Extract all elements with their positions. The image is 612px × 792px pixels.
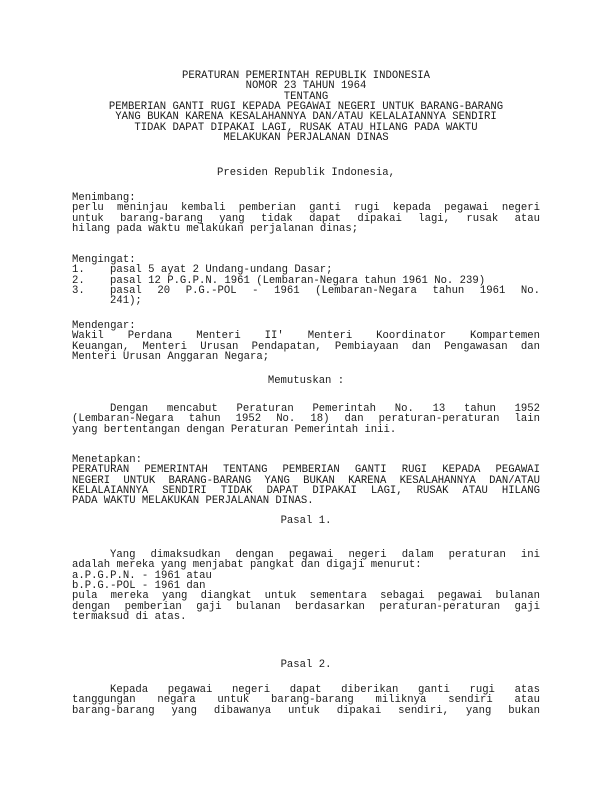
section-pencabutan: [72, 404, 540, 435]
section-heading: Menetapkan:: [72, 454, 142, 466]
list-number: 1.: [72, 264, 85, 277]
list-text-continued: 241);: [110, 295, 142, 308]
body-line: a.P.G.P.N. - 1961 atau: [72, 569, 212, 582]
president-line: [72, 168, 540, 178]
document-title: [72, 71, 540, 143]
president-text: Presiden Republik Indonesia,: [216, 167, 395, 179]
body-line: (Lembaran-Negara tahun 1952 No. 18) dan peraturan-peraturan lain: [72, 413, 540, 426]
body-line: KELALAIANNYA SENDIRI TIDAK DAPAT DIPAKAI LAGI, RUSAK ATAU HILANG: [72, 485, 540, 498]
pasal-heading-text: Pasal 2.: [280, 659, 332, 671]
body-line: Dengan mencabut Peraturan Pemerintah No. 13 tahun 1952: [110, 403, 540, 415]
pasal-2-heading: [72, 660, 540, 670]
pasal-heading-text: Pasal 1.: [280, 515, 332, 527]
body-line: dengan pemberian gaji bulanan berdasarkan peraturan-peraturan gaji: [72, 600, 540, 613]
body-line: untuk barang-barang yang tidak dapat dipakai lagi, rusak atau: [72, 212, 540, 225]
list-number: 2.: [72, 274, 85, 287]
body-line: b.P.G.-POL - 1961 dan: [72, 580, 206, 593]
body-line: tanggungan negara untuk barang-barang miliknya sendiri atau: [72, 694, 540, 707]
section-menimbang: [72, 193, 540, 234]
memutuskan-heading: [72, 376, 540, 386]
section-heading: Mengingat:: [72, 254, 136, 266]
body-line: termaksud di atas.: [72, 611, 187, 624]
title-line: MELAKUKAN PERJALANAN DINAS: [223, 132, 389, 145]
body-line: Kepada pegawai negeri dapat diberikan ganti rugi atas: [110, 684, 540, 696]
section-mendengar: [72, 321, 540, 362]
title-line: PERATURAN PEMERINTAH REPUBLIK INDONESIA: [182, 70, 430, 82]
body-line: PERATURAN PEMERINTAH TENTANG PEMBERIAN GANTI RUGI KEPADA PEGAWAI: [72, 464, 540, 477]
title-line: TENTANG: [283, 90, 329, 103]
body-line: adalah mereka yang menjabat pangkat dan digaji menurut:: [72, 559, 422, 572]
body-line: NEGERI UNTUK BARANG-BARANG YANG BUKAN KARENA KESALAHANNYA DAN/ATAU: [72, 474, 540, 487]
body-line: perlu meninjau kembali pemberian ganti rugi kepada pegawai negeri: [72, 202, 540, 215]
body-line: pula mereka yang diangkat untuk sementara sebagai pegawai bulanan: [72, 590, 540, 603]
section-heading: Menimbang:: [72, 192, 136, 204]
title-line: NOMOR 23 TAHUN 1964: [245, 80, 367, 93]
body-line: Wakil Perdana Menteri II' Menteri Koordinator Kompartemen: [72, 330, 540, 343]
title-line: PEMBERIAN GANTI RUGI KEPADA PEGAWAI NEGERI UNTUK BARANG-BARANG: [108, 101, 504, 114]
list-text: pasal 12 P.G.P.N. 1961 (Lembaran-Negara tahun 1961 No. 239): [110, 274, 486, 287]
list-number: 3.: [72, 285, 85, 298]
body-line: Keuangan, Menteri Urusan Pendapatan, Pembiayaan dan Pengawasan dan: [72, 340, 540, 353]
body-line: Menteri Urusan Anggaran Negara;: [72, 351, 270, 364]
body-line: barang-barang yang dibawanya untuk dipakai sendiri, yang bukan: [72, 704, 540, 717]
pasal-1-body: [72, 550, 540, 622]
body-line: Yang dimaksudkan dengan pegawai negeri dalam peraturan ini: [110, 549, 540, 561]
list-text: pasal 5 ayat 2 Undang-undang Dasar;: [110, 264, 333, 277]
body-line: PADA WAKTU MELAKUKAN PERJALANAN DINAS.: [72, 495, 314, 508]
pasal-1-heading: [72, 516, 540, 526]
body-line: hilang pada waktu melakukan perjalanan dinas;: [72, 223, 359, 236]
body-line: yang bertentangan dengan Peraturan Pemerintah inii.: [72, 423, 397, 436]
section-menetapkan: [72, 455, 540, 507]
pasal-2-body: [72, 685, 540, 716]
list-item: [72, 286, 540, 296]
section-heading: Mendengar:: [72, 320, 136, 332]
title-line: TIDAK DAPAT DIPAKAI LAGI, RUSAK ATAU HILANG PADA WAKTU: [134, 121, 478, 134]
section-mengingat: [72, 255, 540, 307]
title-line: YANG BUKAN KARENA KESALAHANNYA DAN/ATAU KELALAIANNYA SENDIRI: [115, 111, 497, 124]
memutuskan-text: Memutuskan :: [267, 375, 345, 387]
list-text: pasal 20 P.G.-POL - 1961 (Lembaran-Negara tahun 1961 No.: [110, 285, 540, 298]
